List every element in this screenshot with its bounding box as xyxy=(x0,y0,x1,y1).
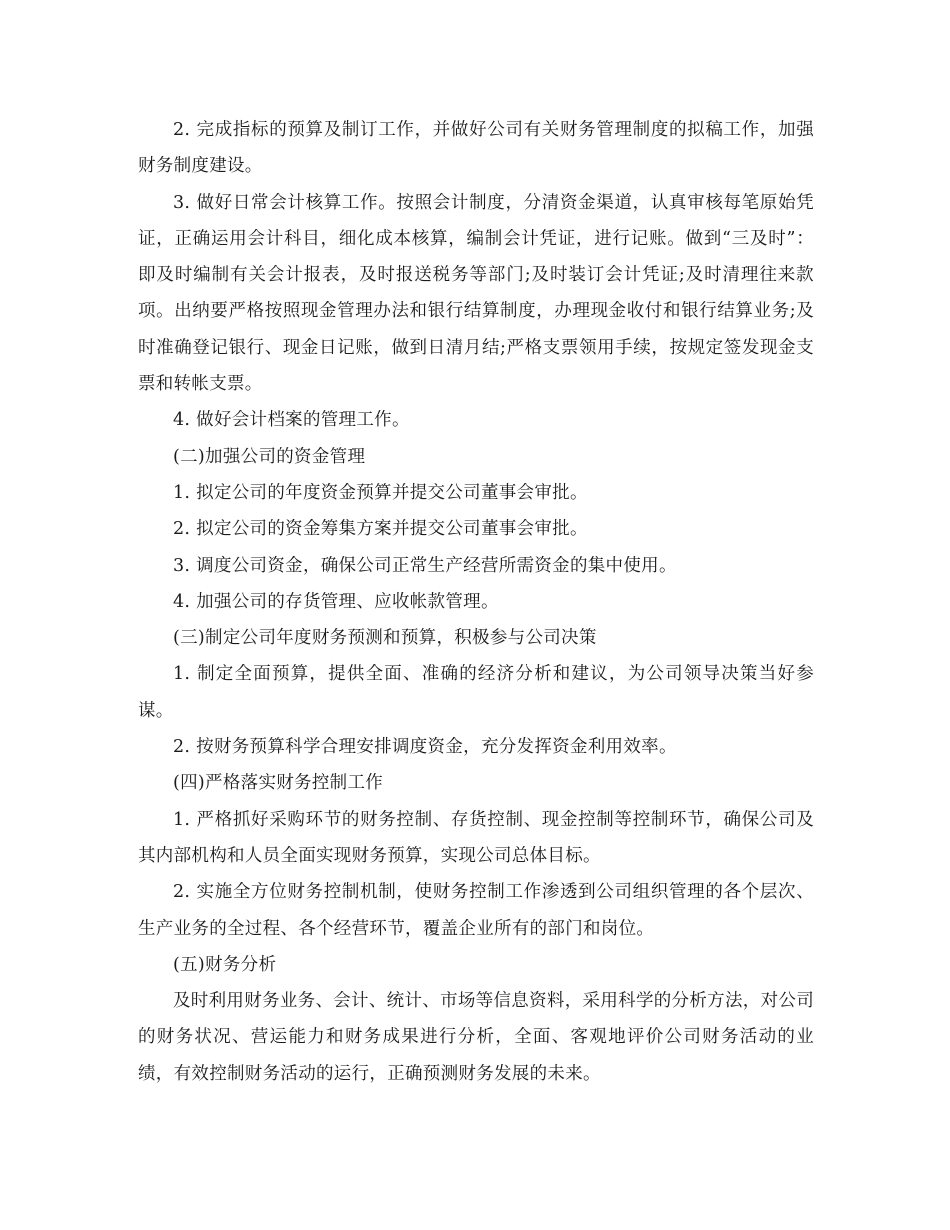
document-body xyxy=(138,112,814,1092)
paragraph-fund-efficiency: 2. 按财务预算科学合理安排调度资金，充分发挥资金利用效率。 xyxy=(173,737,677,758)
section-heading-financial-analysis: (五)财务分析 xyxy=(173,954,277,975)
paragraph-procurement-control: 1. 严格抓好采购环节的财务控制、存货控制、现金控制等控制环节，确保公司及其内部机构和人员全面实现财务预算，实现公司总体目标。 xyxy=(138,809,814,866)
paragraph-fund-dispatch: 3. 调度公司资金，确保公司正常生产经营所需资金的集中使用。 xyxy=(173,555,677,576)
paragraph-annual-fund-budget: 1. 拟定公司的年度资金预算并提交公司董事会审批。 xyxy=(173,482,588,503)
section-heading-forecast-budget: (三)制定公司年度财务预测和预算，积极参与公司决策 xyxy=(173,628,597,649)
paragraph-inventory-receivables: 4. 加强公司的存货管理、应收帐款管理。 xyxy=(173,591,499,612)
paragraph-budget-formulation: 2. 完成指标的预算及制订工作，并做好公司有关财务管理制度的拟稿工作，加强财务制度建设。 xyxy=(138,120,814,177)
paragraph-comprehensive-budget: 1. 制定全面预算，提供全面、准确的经济分析和建议，为公司领导决策当好参谋。 xyxy=(138,664,814,721)
paragraph-archive-management: 4. 做好会计档案的管理工作。 xyxy=(173,410,410,431)
paragraph-analysis-details: 及时利用财务业务、会计、统计、市场等信息资料，采用科学的分析方法，对公司的财务状况、营运能力和财务成果进行分析，全面、客观地评价公司财务活动的业绩，有效控制财务活动的运行，正确预测财务发展的未来。 xyxy=(138,991,814,1084)
section-heading-fund-management: (二)加强公司的资金管理 xyxy=(173,446,366,467)
section-heading-financial-control: (四)严格落实财务控制工作 xyxy=(173,773,384,794)
paragraph-control-mechanism: 2. 实施全方位财务控制机制，使财务控制工作渗透到公司组织管理的各个层次、生产业务的全过程、各个经营环节，覆盖企业所有的部门和岗位。 xyxy=(138,882,814,939)
paragraph-fundraising-plan: 2. 拟定公司的资金筹集方案并提交公司董事会审批。 xyxy=(173,519,588,540)
paragraph-daily-accounting: 3. 做好日常会计核算工作。按照会计制度，分清资金渠道，认真审核每笔原始凭证，正确运用会计科目，细化成本核算，编制会计凭证，进行记账。做到“三及时”：即及时编制有关会计报表，及时报送税务等部门;及时装订会计凭证;及时清理往来款项。出纳要严格按照现金管理办法和银行结算制度，办理现金收付和银行结算业务;及时准确登记银行、现金日记账，做到日清月结;严格支票领用手续，按规定签发现金支票和转帐支票。 xyxy=(138,192,814,395)
